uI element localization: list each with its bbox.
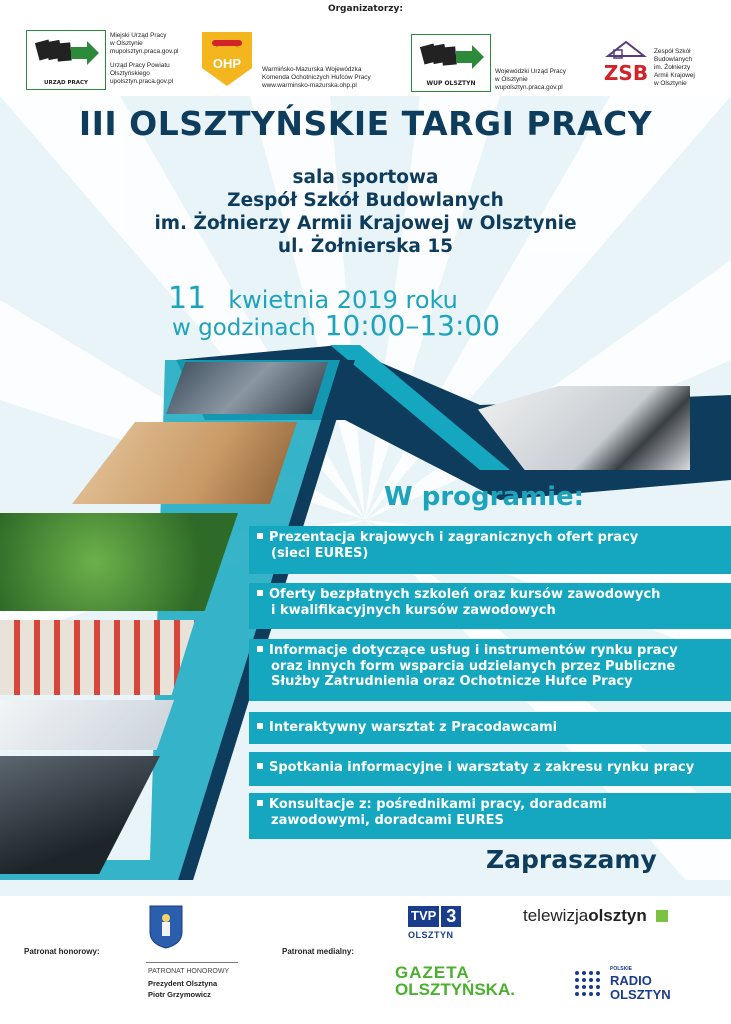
photo-technical-drawing: [0, 700, 174, 750]
urzad-pracy-logo: [26, 30, 106, 90]
program-item-line: Konsultacje z: pośrednikami pracy, doradcami: [269, 797, 607, 812]
ohp-line: Warmińsko-Mazurska Wojewódzka: [262, 66, 362, 73]
program-item-line: Spotkania informacyjne i warsztaty z zakresu rynku pracy: [269, 760, 695, 775]
radio-olsztyn-logo: [572, 966, 682, 1004]
green-square-icon: [656, 910, 668, 922]
program-item-line: zawodowymi, doradcami EURES: [271, 812, 504, 828]
radio-dots-icon: [572, 968, 606, 1002]
event-date-rest: kwietnia 2019 roku: [228, 286, 458, 314]
tvp3-logo: [408, 906, 472, 946]
telewizja-olsztyn-logo: [523, 906, 668, 926]
ohp-logo: [198, 28, 256, 90]
program-item-line: i kwalifikacyjnych kursów zawodowych: [271, 602, 556, 618]
zsb-line: w Olsztynie: [654, 80, 687, 87]
program-item: [249, 583, 731, 629]
wup-line: Wojewódzki Urząd Pracy: [495, 68, 566, 75]
program-item-line: Informacje dotyczące usług i instrumentów rynku pracy: [269, 643, 678, 658]
organizers-title: Organizatorzy:: [327, 4, 404, 14]
photo-gardening: [0, 513, 238, 611]
zsb-text: [654, 48, 730, 88]
wup-badge: WUP OLSZTYN: [426, 80, 476, 87]
radio-small: POLSKIE: [610, 966, 632, 972]
hours-time: 10:00–13:00: [324, 309, 501, 342]
wup-line: wupolsztyn.praca.gov.pl: [495, 84, 563, 91]
telewizja-text: telewizja: [523, 906, 589, 925]
zsb-line: Budowlanych: [654, 56, 693, 63]
venue-block: [0, 166, 731, 258]
radio-line: RADIO: [610, 973, 652, 988]
event-day: 11: [168, 281, 207, 316]
program-title: W programie:: [384, 482, 585, 512]
ohp-text: [262, 66, 412, 90]
bullet-icon: [257, 590, 263, 596]
program-item-line: oraz innych form wsparcia udzielanych przez Publiczne: [271, 658, 676, 674]
olsztyn-coat-of-arms-icon: [148, 904, 184, 950]
bullet-icon: [257, 723, 263, 729]
media-label: Patronat medialny:: [282, 947, 355, 956]
zsb-badge: ZSB: [603, 61, 649, 85]
venue-line: im. Żołnierzy Armii Krajowej w Olsztynie: [154, 213, 577, 234]
gazeta-olsztynska-logo: [395, 964, 515, 998]
ohp-badge: OHP: [212, 56, 242, 71]
wup-logo: [411, 34, 491, 92]
program-item-line: Służby Zatrudnienia oraz Ochotnicze Hufce Pracy: [271, 674, 633, 689]
wup-text: [495, 68, 595, 92]
honorary-divider: [146, 962, 238, 963]
program-item-line: (sieci EURES): [271, 545, 369, 561]
honorary-caption: PATRONAT HONOROWY: [148, 968, 230, 975]
honorary-title: Prezydent Olsztyna: [148, 979, 218, 988]
photo-tailoring: [0, 620, 195, 695]
tvp-number: 3: [441, 906, 461, 927]
tvp-brand: TVP: [408, 906, 439, 927]
program-item: [249, 793, 731, 839]
zsb-line: im. Żołnierzy: [654, 64, 691, 71]
urzad-pracy-line: w Olsztynie: [110, 40, 143, 47]
closing-text: Zapraszamy: [486, 845, 657, 874]
documents-arrow-icon: [412, 35, 490, 79]
venue-line: ul. Żołnierska 15: [277, 236, 454, 257]
bullet-icon: [257, 800, 263, 806]
urzad-pracy-line: Miejski Urząd Pracy: [110, 32, 167, 39]
bullet-icon: [257, 763, 263, 769]
program-item: [249, 712, 731, 744]
photo-engine: [166, 362, 328, 414]
ohp-line: www.warminsko-mazurska.ohp.pl: [262, 82, 357, 89]
venue-line: Zespół Szkół Budowlanych: [227, 190, 504, 211]
wup-line: w Olsztynie: [495, 76, 528, 83]
documents-arrow-icon: [27, 31, 105, 79]
urzad-pracy-line: upolsztyn.praca.gov.pl: [110, 78, 174, 85]
urzad-pracy-line: Olsztyńskiego: [110, 70, 150, 77]
tvp-city: OLSZTYN: [408, 930, 454, 940]
urzad-pracy-text: [110, 32, 210, 86]
urzad-pracy-line: mupolsztyn.praca.gov.pl: [110, 48, 179, 55]
radio-line: OLSZTYN: [610, 987, 671, 1002]
program-item-line: Interaktywny warsztat z Pracodawcami: [269, 720, 558, 735]
program-item-line: Prezentacja krajowych i zagranicznych ofert pracy: [269, 530, 639, 545]
program-item: [249, 639, 731, 701]
honorary-label: Patronat honorowy:: [24, 947, 100, 956]
program-item-line: Oferty bezpłatnych szkoleń oraz kursów zawodowych: [269, 587, 661, 602]
telewizja-olsztyn-text: olsztyn: [588, 906, 647, 925]
program-item: [249, 752, 731, 786]
honorary-name: Piotr Grzymowicz: [148, 990, 211, 999]
venue-line: sala sportowa: [292, 167, 439, 188]
urzad-pracy-badge: URZĄD PRACY: [44, 80, 88, 86]
bullet-icon: [257, 533, 263, 539]
zsb-line: Armii Krajowej: [654, 72, 695, 79]
ohp-line: Komenda Ochotniczych Hufców Pracy: [262, 74, 371, 81]
program-item: [249, 526, 731, 574]
urzad-pracy-line: Urząd Pracy Powiatu: [110, 62, 170, 69]
zsb-logo: [598, 36, 654, 92]
bullet-icon: [257, 646, 263, 652]
gazeta-line: OLSZTYŃSKA.: [395, 980, 515, 999]
hours-label: w godzinach: [172, 315, 316, 341]
gazeta-line: GAZETA: [395, 963, 470, 982]
event-hours: [172, 309, 500, 342]
page-title: III OLSZTYŃSKIE TARGI PRACY: [78, 104, 653, 143]
zsb-line: Zespół Szkół: [654, 48, 691, 55]
